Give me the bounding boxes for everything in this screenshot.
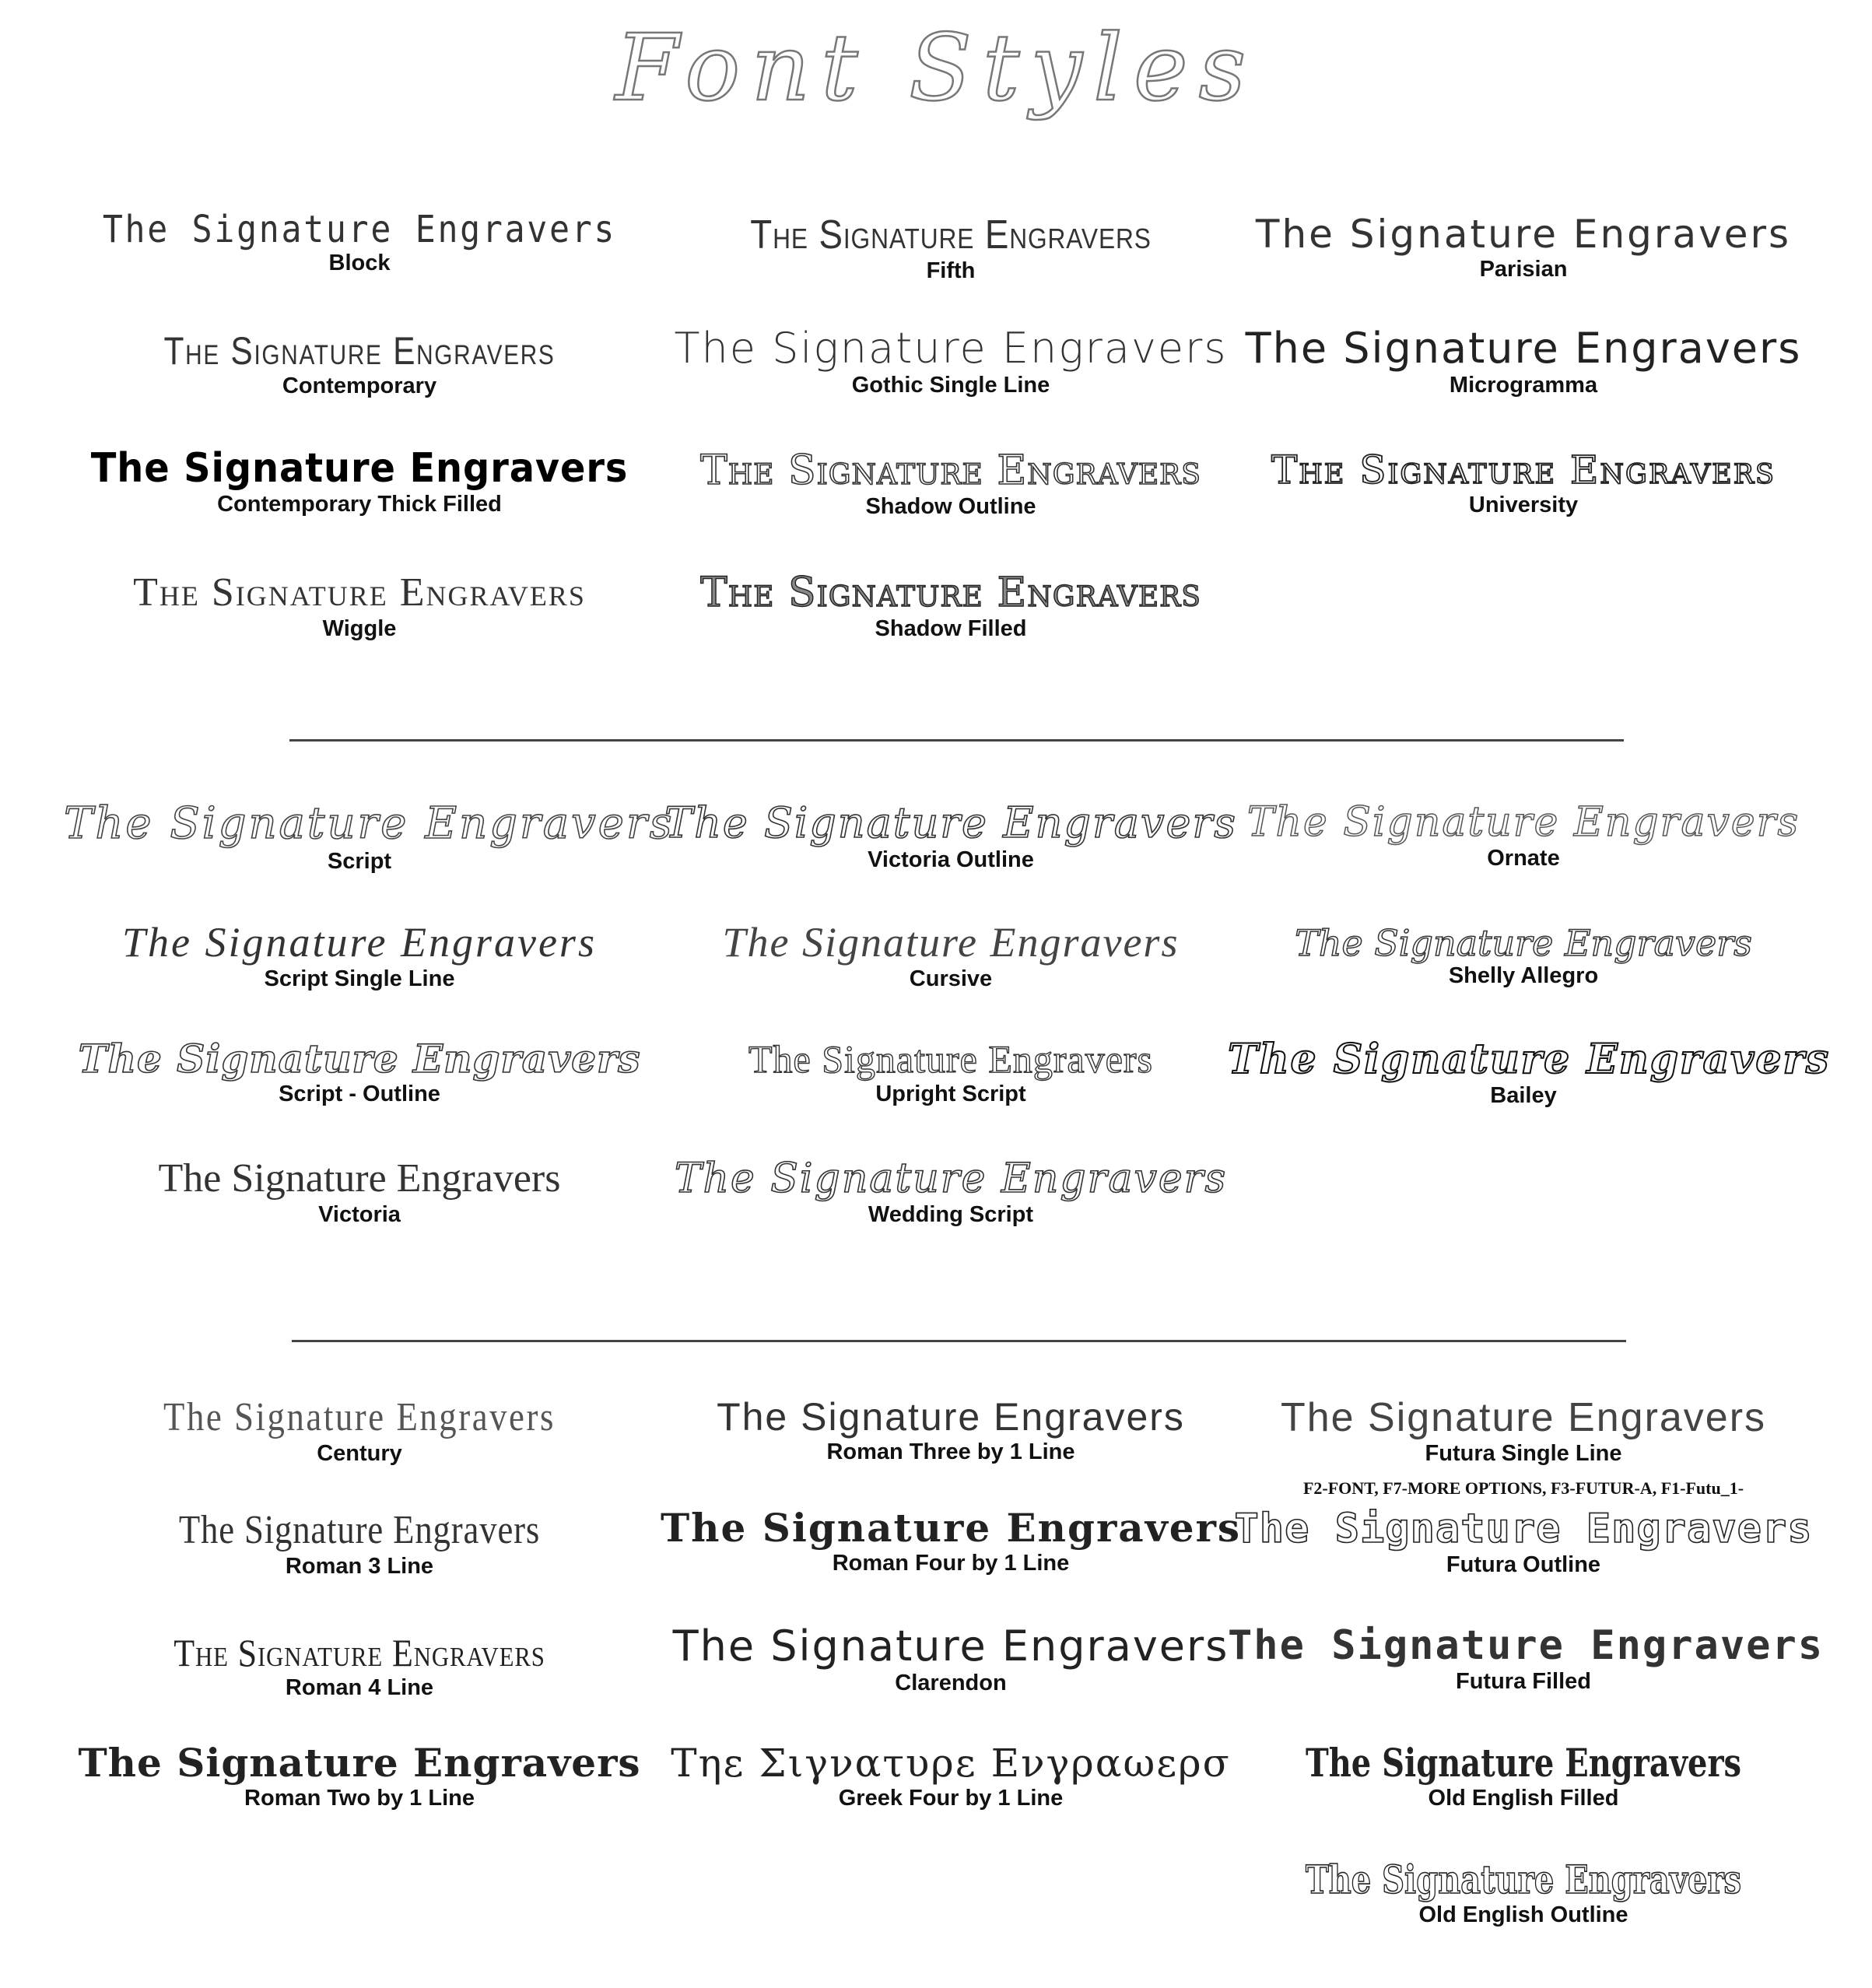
sample-text: The Signature Engravers — [1305, 1740, 1742, 1786]
font-sample-clarendon — [655, 1622, 1246, 1696]
font-sample-ornate — [1228, 801, 1819, 871]
font-label: Ornate — [1487, 845, 1560, 871]
font-label: Script - Outline — [279, 1081, 440, 1106]
sample-text: The Signature Engravers — [664, 798, 1237, 847]
font-label: Microgramma — [1449, 372, 1598, 398]
font-sample-bailey — [1228, 1036, 1831, 1109]
font-label: Contemporary — [282, 373, 437, 398]
sample-text: The Signature Engravers — [64, 798, 675, 849]
font-sample-cursive — [655, 920, 1246, 992]
font-label: Shadow Filled — [875, 615, 1027, 641]
font-label: Century — [317, 1440, 402, 1466]
sample-text: The Signature Engravers — [163, 1395, 556, 1439]
font-sample-roman-four-by-1-line — [655, 1505, 1246, 1576]
sample-text: The Signature Engravers — [748, 1037, 1154, 1081]
font-label: Bailey — [1490, 1082, 1557, 1108]
sample-text: The Signature Engravers — [174, 1631, 545, 1674]
sample-text: The Signature Engravers — [674, 1155, 1228, 1202]
font-sample-fifth — [655, 214, 1246, 284]
font-label: Wedding Script — [868, 1201, 1034, 1227]
font-sample-futura-filled — [1228, 1622, 1825, 1695]
font-label: Roman 3 Line — [285, 1553, 434, 1579]
font-sample-script — [64, 798, 675, 875]
font-sample-university — [1228, 447, 1819, 518]
font-label: Old English Filled — [1428, 1785, 1619, 1811]
font-sample-roman-3-line — [64, 1509, 655, 1580]
font-label: Parisian — [1479, 256, 1568, 282]
font-sample-century — [64, 1397, 655, 1467]
font-sample-gothic-single-line — [655, 324, 1246, 398]
sample-text: The Signature Engravers — [102, 208, 617, 251]
sample-text: The Signature Engravers — [1228, 1036, 1831, 1083]
sample-text: The Signature Engravers — [163, 329, 556, 373]
sample-text: The Signature Engravers — [674, 324, 1228, 373]
sample-text: The Signature Engravers — [1228, 1622, 1825, 1669]
font-sample-shadow-outline — [655, 447, 1246, 520]
font-label: Roman Four by 1 Line — [832, 1550, 1070, 1576]
font-label: Roman Three by 1 Line — [826, 1439, 1075, 1464]
font-sample-victoria-outline — [655, 798, 1246, 873]
sample-text: The Signature Engravers — [122, 919, 597, 966]
futura-note: F2-FONT, F7-MORE OPTIONS, F3-FUTUR-A, F1-Futu_1- — [1302, 1478, 1744, 1498]
font-sample-microgramma — [1228, 324, 1819, 398]
font-label: Victoria Outline — [868, 847, 1034, 872]
font-sample-shadow-filled — [655, 572, 1246, 642]
font-sample-roman-two-by-1-line — [64, 1740, 655, 1811]
section-divider-2 — [292, 1340, 1626, 1342]
font-sample-shelly-allegro — [1228, 924, 1819, 990]
font-sample-script-single-line — [64, 920, 655, 992]
font-sample-old-english-outline — [1228, 1857, 1819, 1928]
font-label: Upright Script — [875, 1081, 1026, 1106]
sample-text: The Signature Engravers — [722, 919, 1180, 966]
font-label: Roman 4 Line — [285, 1674, 434, 1700]
font-label: Shadow Outline — [865, 493, 1036, 519]
sample-text: The Signature Engravers — [1271, 447, 1776, 493]
sample-text: The Signature Engravers — [717, 1395, 1185, 1439]
font-label: Gothic Single Line — [851, 372, 1050, 398]
sample-text: The Signature Engravers — [1234, 1506, 1813, 1552]
font-sample-greek-four-by-1-line — [655, 1743, 1246, 1811]
font-label: Cursive — [909, 966, 993, 991]
font-sample-upright-script — [655, 1039, 1246, 1107]
sample-text: The Signature Engravers — [700, 447, 1201, 494]
font-label: Fifth — [926, 258, 976, 283]
font-sample-block — [64, 210, 655, 277]
font-label: Roman Two by 1 Line — [244, 1785, 475, 1811]
font-label: University — [1468, 492, 1579, 517]
font-label: Clarendon — [895, 1670, 1007, 1695]
font-label: Victoria — [318, 1201, 401, 1227]
section-divider-1 — [289, 739, 1624, 742]
sample-text: The Signature Engravers — [1245, 324, 1802, 373]
font-sample-wiggle — [64, 572, 655, 642]
font-sample-old-english-filled — [1228, 1740, 1819, 1811]
font-label: Futura Outline — [1446, 1551, 1601, 1577]
font-label: Futura Single Line — [1425, 1440, 1622, 1466]
sample-text: The Signature Engravers — [78, 1036, 641, 1082]
sample-text: The Signature Engravers — [672, 1622, 1229, 1671]
font-sample-contemporary-thick-filled — [64, 447, 655, 517]
sample-text: The Signature Engravers — [78, 1740, 641, 1786]
font-sample-futura-outline — [1228, 1508, 1819, 1578]
font-sample-roman-4-line — [64, 1632, 655, 1701]
sample-text: The Signature Engravers — [1305, 1857, 1742, 1902]
sample-text: The Signature Engravers — [1295, 922, 1752, 964]
font-sample-roman-three-by-1-line — [655, 1397, 1246, 1465]
sample-text: The Signature Engravers — [750, 212, 1152, 258]
page-title: Font Styles — [615, 14, 1257, 121]
sample-text: The Signature Engravers — [1246, 799, 1800, 846]
font-label: Block — [328, 251, 391, 276]
font-label: Wiggle — [322, 615, 397, 641]
sample-text: The Signature Engravers — [133, 570, 586, 615]
font-sample-contemporary — [64, 331, 655, 399]
font-sample-parisian — [1228, 214, 1819, 282]
sample-text: The Signature Engravers — [158, 1156, 561, 1201]
font-sample-script-outline — [64, 1036, 655, 1107]
font-sample-victoria — [64, 1158, 655, 1228]
font-label: Greek Four by 1 Line — [838, 1785, 1064, 1811]
sample-text: The Signature Engravers — [1255, 212, 1792, 257]
font-label: Script — [327, 848, 392, 874]
sample-text: Τηε Σιγνατυρε Ενγραωερσ — [671, 1741, 1231, 1786]
font-label: Script Single Line — [264, 966, 455, 991]
sample-text: The Signature Engravers — [178, 1508, 541, 1552]
sample-text: The Signature Engravers — [1280, 1395, 1767, 1440]
font-label: Futura Filled — [1456, 1668, 1591, 1694]
font-label: Shelly Allegro — [1448, 963, 1599, 989]
font-label: Contemporary Thick Filled — [217, 491, 502, 517]
sample-text: The Signature Engravers — [660, 1505, 1242, 1551]
sample-text: The Signature Engravers — [90, 445, 629, 492]
font-sample-wedding-script — [655, 1155, 1246, 1228]
font-sample-futura-single-line — [1228, 1397, 1819, 1467]
sample-text: The Signature Engravers — [700, 570, 1201, 616]
font-label: Old English Outline — [1418, 1902, 1628, 1927]
